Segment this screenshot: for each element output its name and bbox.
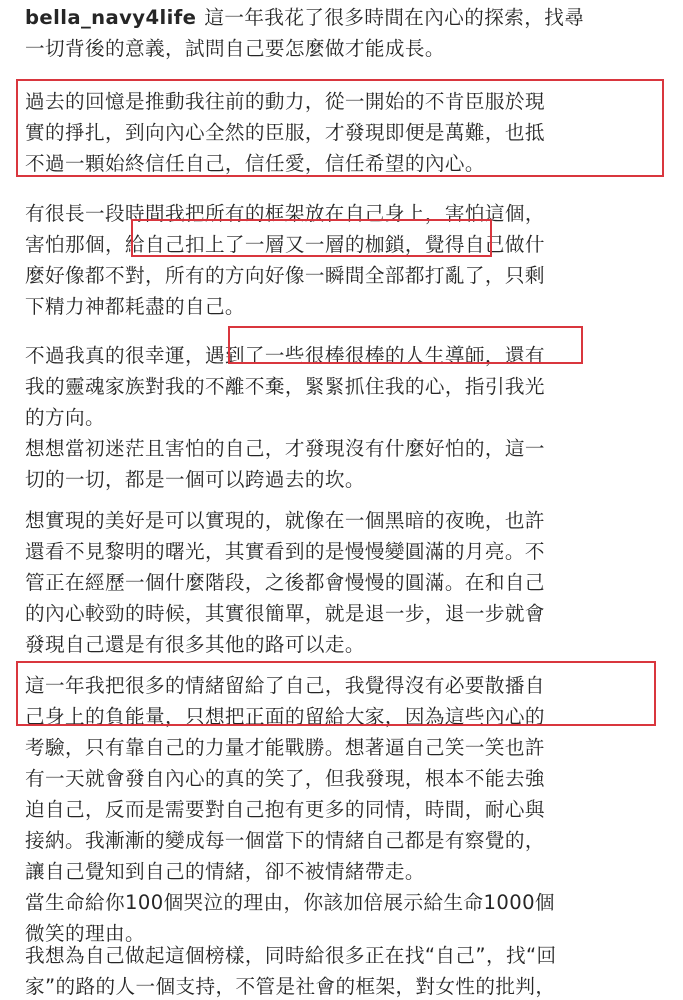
caption-paragraph-1 bbox=[25, 2, 665, 64]
caption-line: 不過一顆始終信任自己，信任愛，信任希望的內心。 bbox=[25, 152, 485, 175]
caption-line: 這一年我把很多的情緒留給了自己，我覺得沒有必要散播自 bbox=[25, 674, 545, 697]
caption-paragraph-6 bbox=[25, 670, 665, 949]
caption-line: 讓自己覺知到自己的情緒，卻不被情緒帶走。 bbox=[25, 860, 425, 883]
caption-line: 管正在經歷一個什麼階段，之後都會慢慢的圓滿。在和自己 bbox=[25, 571, 545, 594]
caption-line: 的內心較勁的時候，其實很簡單，就是退一步，退一步就會 bbox=[25, 602, 545, 625]
caption-line: 我想為自己做起這個榜樣，同時給很多正在找“自己”，找“回 bbox=[25, 944, 557, 967]
caption-line: 還看不見黎明的曙光，其實看到的是慢慢變圓滿的月亮。不 bbox=[25, 540, 545, 563]
caption-line: bella_navy4life 這一年我花了很多時間在內心的探索，找尋 bbox=[25, 6, 585, 29]
caption-paragraph-2 bbox=[25, 86, 665, 179]
caption-line: 過去的回憶是推動我往前的動力，從一開始的不肯臣服於現 bbox=[25, 90, 545, 113]
caption-line: 有很長一段時間我把所有的框架放在自己身上，害怕這個， bbox=[25, 202, 545, 225]
caption-line: 一切背後的意義，試問自己要怎麼做才能成長。 bbox=[25, 37, 445, 60]
caption-line: 考驗，只有靠自己的力量才能戰勝。想著逼自己笑一笑也許 bbox=[25, 736, 545, 759]
caption-paragraph-3 bbox=[25, 198, 665, 322]
caption-line: 有一天就會發自內心的真的笑了，但我發現，根本不能去強 bbox=[25, 767, 545, 790]
caption-paragraph-7 bbox=[25, 940, 665, 1000]
username-link[interactable]: bella_navy4life bbox=[25, 6, 197, 29]
caption-line: 不過我真的很幸運，遇到了一些很棒很棒的人生導師，還有 bbox=[25, 344, 545, 367]
caption-line: 我的靈魂家族對我的不離不棄，緊緊抓住我的心，指引我光 bbox=[25, 375, 545, 398]
caption-line: 實的掙扎，到向內心全然的臣服，才發現即便是萬難，也抵 bbox=[25, 121, 545, 144]
caption-line: 己身上的負能量，只想把正面的留給大家，因為這些內心的 bbox=[25, 705, 545, 728]
caption-line: 下精力神都耗盡的自己。 bbox=[25, 295, 245, 318]
caption-paragraph-5 bbox=[25, 505, 665, 660]
caption-line: 的方向。 bbox=[25, 406, 105, 429]
caption-line: 家”的路的人一個支持，不管是社會的框架，對女性的批判， bbox=[25, 975, 556, 998]
caption-line: 害怕那個，給自己扣上了一層又一層的枷鎖，覺得自己做什 bbox=[25, 233, 545, 256]
caption-line: 發現自己還是有很多其他的路可以走。 bbox=[25, 633, 365, 656]
caption-line: 迫自己，反而是需要對自己抱有更多的同情，時間，耐心與 bbox=[25, 798, 545, 821]
caption-line: 當生命給你100個哭泣的理由，你該加倍展示給生命1000個 bbox=[25, 891, 555, 914]
caption-line: 切的一切，都是一個可以跨過去的坎。 bbox=[25, 468, 365, 491]
caption-line: 想想當初迷茫且害怕的自己，才發現沒有什麼好怕的，這一 bbox=[25, 437, 545, 460]
caption-line: 麼好像都不對，所有的方向好像一瞬間全部都打亂了，只剩 bbox=[25, 264, 545, 287]
caption-line: 想實現的美好是可以實現的，就像在一個黑暗的夜晚，也許 bbox=[25, 509, 545, 532]
caption-line: 接納。我漸漸的變成每一個當下的情緒自己都是有察覺的， bbox=[25, 829, 545, 852]
caption-paragraph-4 bbox=[25, 340, 665, 495]
caption-line: 微笑的理由。 bbox=[25, 922, 145, 945]
